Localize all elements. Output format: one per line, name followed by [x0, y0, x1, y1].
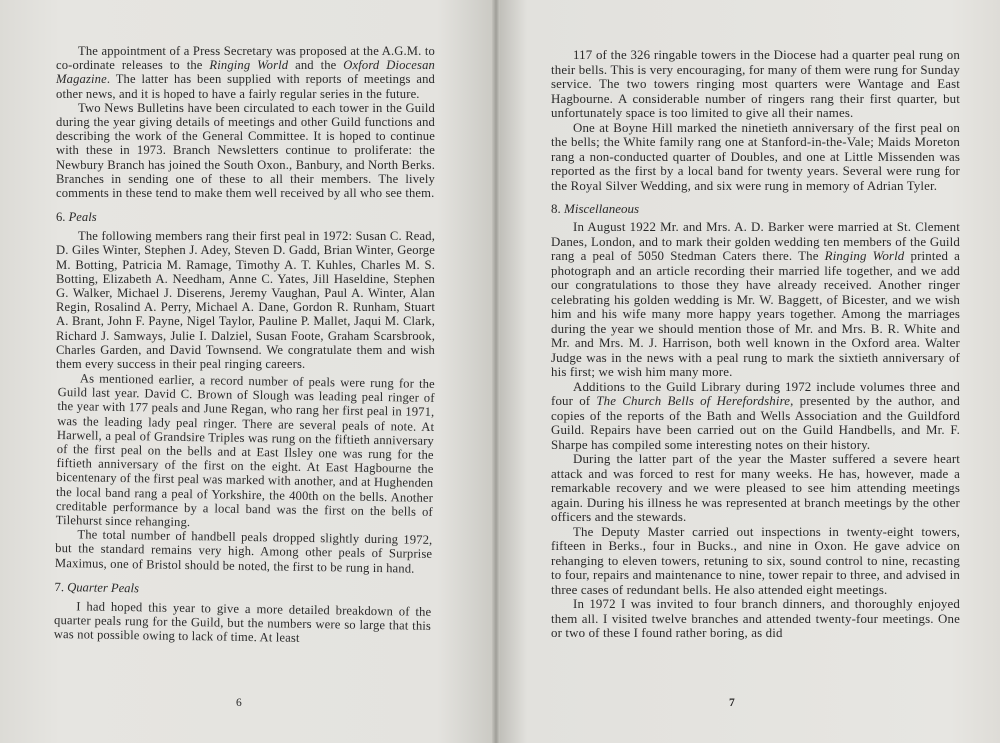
paragraph-record-peals: As mentioned earlier, a record number of peals were rung for the Guild last year. David C. Brown of Slough was leading peal ringer of the year with 177 peals and June Regan, who rang her first peal in 1971, was the leading lady peal ringer. There are several peals of note. At Harwell, a peal of Grandsire Triples was rung on the fiftieth anniversary of the first peal on the bells and at East Ilsley one was rung for the fiftieth anniversary of the first on the eight. At East Hagbourne the bicentenary of the first peal was marked with another, and at Hughenden the local band rang a peal of Yorkshire, the 400th on the bells. Another creditable performance by a local band was the first on the bells of Tilehurst since rehanging.: [55, 371, 435, 530]
page-number-left: 6: [236, 697, 242, 709]
section-heading-miscellaneous: [551, 202, 960, 216]
paragraph-boyne-hill: One at Boyne Hill marked the ninetieth anniversary of the first peal on the bells; the White family rang one at Stanford-in-the-Vale; Maids Moreton rang a non-conducted quarter of Doubles, and one at Little Missenden was reported as the first by a local band for twenty years. Several were rung for the Royal Silver Wedding, and six were rung in memory of Adrian Tyler.: [551, 120, 960, 193]
section-number: 8.: [551, 201, 561, 216]
paragraph-master-illness: During the latter part of the year the Master suffered a severe heart attack and was forced to rest for many weeks. He has, however, made a remarkable recovery and we were pleased to see him attending meetings again. During his illness he was represented at branch meetings by the other officers and the stewards.: [551, 452, 960, 524]
paragraph-quarter-peals: I had hoped this year to give a more detailed breakdown of the quarter peals rung for the Guild, but the numbers were so large that this was not possible owing to lack of time. At least: [53, 599, 432, 646]
paragraph-press-secretary: The appointment of a Press Secretary was proposed at the A.G.M. to co-ordinate releases to the Ringing World and the Oxford Diocesan Magazine. The latter has been supplied with reports of meetings and other news, and it is hoped to have a fairly regular series in the future.: [56, 44, 435, 101]
left-page: [0, 0, 497, 743]
paragraph-handbell-peals: The total number of handbell peals dropped slightly during 1972, but the standard remains very high. Among other peals of Surprise Maximus, one of Bristol should be noted, the first to be rung in hand.: [54, 527, 433, 576]
section-title: Quarter Peals: [67, 580, 140, 596]
book-gutter: [492, 0, 500, 743]
section-number: 6.: [56, 210, 66, 225]
paragraph-branch-dinners: In 1972 I was invited to four branch dinners, and thoroughly enjoyed them all. I visited twelve branches and attended twenty-four meetings. One or two of these I found rather boring, as did: [551, 597, 960, 640]
paragraph-quarter-towers: 117 of the 326 ringable towers in the Diocese had a quarter peal rung on their bells. This is very encouraging, for many of them were rung for Sunday service. The two towers ringing most quarters were Wantage and East Hagbourne. A considerable number of ringers rang their first quarter, but unfortunately space is too limited to give all their names.: [551, 48, 960, 120]
section-title: Peals: [68, 210, 97, 225]
lower-block: [54, 371, 435, 647]
section-number: 7.: [54, 580, 65, 595]
paragraph-guild-library: Additions to the Guild Library during 1972 include volumes three and four of The Church Bells of Herefordshire, presented by the author, and copies of the reports of the Bath and Wells Association and the Guildford Guild. Repairs have been carried out on the Guild Handbells, and Mr. F. Sharpe has compiled some interesting notes on their history.: [551, 379, 960, 452]
page-number-right: 7: [729, 697, 735, 709]
section-title: Miscellaneous: [564, 201, 640, 216]
paragraph-first-peals: The following members rang their first peal in 1972: Susan C. Read, D. Giles Winter, Stephen J. Adey, Steven D. Gadd, Brian Winter, George M. Botting, Patricia M. Ramage, Timothy A. T. Kuhles, Charles M. S. Botting, Elizabeth A. Needham, Anne C. Yates, Jill Haseldine, Stephen G. Walker, Michael J. Diserens, Jeremy Vaughan, Paul A. Winter, Alan Regin, Rosalind A. Perry, Michael A. Dane, Gordon R. Runham, Stuart A. Brant, John F. Payne, Nigel Taylor, Pauline P. Mallet, Jaqui M. Clark, Richard J. Samways, Julie I. Dalziel, Susan Foote, Graham Scarsbrook, Charles Garden, and David Townsend. We congratulate them and wish them every success in their peal ringing careers.: [56, 229, 435, 372]
paragraph-news-bulletins: Two News Bulletins have been circulated to each tower in the Guild during the year giving details of meetings and other Guild functions and describing the work of the General Committee. It is hoped to continue with these in 1973. Branch Newsletters continue to proliferate: the Newbury Branch has joined the South Oxon., Banbury, and North Berks. Branches in sending one of these to all their members. The lively comments in these tend to make them well received by all who see them.: [56, 100, 435, 201]
paragraph-golden-wedding: In August 1922 Mr. and Mrs. A. D. Barker were married at St. Clement Danes, London, and to mark their golden wedding ten members of the Guild rang a peal of 5050 Stedman Caters there. The Ringing World printed a photograph and an article recording their married life together, and we add our congratulations to those they have already received. Another ringer celebrating his golden wedding is Mr. W. Baggett, of Bicester, and we wish him and his wife many more happy years together. Among the marriages during the year we should mention those of Mr. and Mrs. B. R. White and Mr. and Mrs. M. J. Harrison, both well known in the Oxford area. Walter Judge was in the news with a peal rung to mark the sixtieth anniversary of his first; we wish him many more.: [551, 220, 960, 379]
section-heading-peals: [56, 210, 435, 224]
section-heading-quarter-peals: [54, 580, 431, 600]
paragraph-deputy-master: The Deputy Master carried out inspections in twenty-eight towers, fifteen in Berks., four in Bucks., and nine in Oxon. He gave advice on rehanging to eleven towers, retuning to six, sound control to nine, recasting to four, repairs and maintenance to nine, tower repair to three, and advised in three cases of redundant bells. He also attended eight meetings.: [551, 524, 960, 597]
right-page: [497, 0, 1000, 743]
